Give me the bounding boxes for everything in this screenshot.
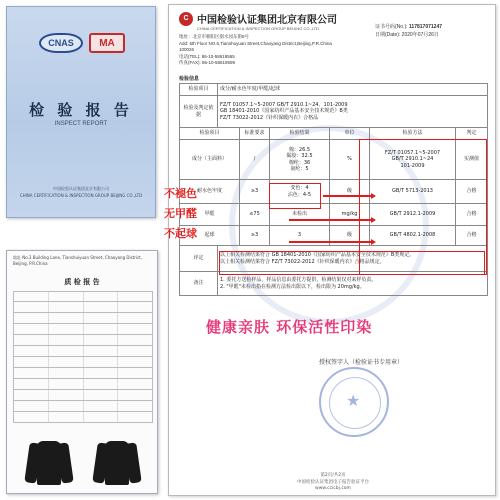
water-unit: 级 bbox=[330, 180, 370, 204]
seal-star-icon: ★ bbox=[346, 391, 361, 410]
items-label: 检验项目 bbox=[180, 84, 218, 96]
table-row bbox=[13, 335, 153, 346]
table-row bbox=[180, 96, 488, 128]
doc2-header: 地址 No.3 Building Lane, Tianshuiyuan Street, Chaoyang District, Beijing, P.R.China bbox=[13, 255, 143, 266]
cover-footer-cn: 中国检验认证集团北京有限公司 bbox=[53, 186, 109, 191]
table-header-row bbox=[180, 128, 488, 140]
highlight-eval-box bbox=[219, 251, 485, 275]
date-label: 日期(Date): bbox=[375, 32, 401, 38]
org-name-cn: 中国检验认证集团北京有限公司 bbox=[197, 15, 337, 26]
col-method: 检验方法 bbox=[370, 128, 456, 140]
doc2-title: 质 检 报 告 bbox=[64, 278, 100, 286]
comp-label: 成分（主面料） bbox=[180, 140, 240, 180]
cert-no: 117817071247 bbox=[408, 24, 442, 30]
table-row bbox=[13, 302, 153, 313]
water-method: GB/T 5713-2013 bbox=[370, 180, 456, 204]
table-row bbox=[13, 313, 153, 324]
authorized-signatory: 授权签字人（检验证书专用章） bbox=[319, 359, 404, 366]
doc2-table bbox=[13, 291, 153, 423]
sample-top-back-image bbox=[93, 437, 141, 487]
table-row bbox=[13, 346, 153, 357]
col-judge: 判定 bbox=[456, 128, 488, 140]
comp-method: FZ/T 01057.1~5-2007 GB/T 2910.1~24 101-2009 bbox=[370, 140, 456, 180]
col-result: 检验结果 bbox=[270, 128, 330, 140]
form-unit: mg/kg bbox=[330, 204, 370, 226]
ccic-emblem-icon: C bbox=[179, 12, 193, 26]
comp-judge: 实测值 bbox=[456, 140, 488, 180]
org-name-en: CHINA CERTIFICATION & INSPECTION GROUP BEIJING CO.,LTD bbox=[197, 26, 319, 31]
arrow-form bbox=[289, 219, 373, 221]
sample-top-front-image bbox=[25, 437, 73, 487]
feature-no-formaldehyde: 无甲醛 bbox=[164, 207, 197, 220]
ma-logo: MA bbox=[89, 33, 125, 53]
form-std: ≤75 bbox=[240, 204, 270, 226]
basis-label: 检验及判定依据 bbox=[180, 96, 218, 128]
table-row bbox=[13, 390, 153, 401]
comp-result: 棉：26.5 黏胶：32.5 棉纶：36 氨纶：5 bbox=[270, 140, 330, 180]
pill-judge: 合格 bbox=[456, 226, 488, 246]
comp-unit: % bbox=[330, 140, 370, 180]
table-row bbox=[13, 379, 153, 390]
cover-logos bbox=[39, 33, 125, 53]
water-label: 耐水色牢度 bbox=[180, 180, 240, 204]
pill-label: 起球 bbox=[180, 226, 240, 246]
eval-label: 评定 bbox=[180, 246, 218, 272]
report-header bbox=[179, 11, 489, 67]
report-cover bbox=[6, 6, 156, 218]
table-row bbox=[13, 324, 153, 335]
quality-report-page bbox=[6, 250, 158, 494]
note-text: 1. 委托方送检样品，样品信息由委托方提供，检测结果仅对来样负责。 2. "甲醛"未检出指在检测方法检出限以下，检出限为 20mg/kg。 bbox=[218, 272, 488, 296]
cover-title: 检 验 报 告 bbox=[29, 101, 133, 119]
col-std: 标准要求 bbox=[240, 128, 270, 140]
org-address bbox=[179, 34, 339, 67]
address-en: Add: 5th Floor NO.6,Tianshuyuan Street,Chaoyang District,Beijing,P.R.China 100026 bbox=[179, 40, 332, 52]
table-row bbox=[13, 357, 153, 368]
form-label: 甲醛 bbox=[180, 204, 240, 226]
sample-photos bbox=[15, 437, 151, 487]
cover-subtitle: INSPECT REPORT bbox=[54, 121, 108, 127]
pill-method: GB/T 4802.1-2008 bbox=[370, 226, 456, 246]
feature-no-fade: 不褪色 bbox=[164, 187, 197, 200]
pill-result: 3 bbox=[270, 226, 330, 246]
table-row bbox=[13, 291, 153, 302]
form-judge: 合格 bbox=[456, 204, 488, 226]
table-row bbox=[180, 272, 488, 296]
table-row bbox=[13, 401, 153, 412]
water-result: 变色：4 沾色：4-5 bbox=[270, 180, 330, 204]
eval-text: 以上相关检测结果符合 GB 18401-2010《国家纺织产品基本安全技术规范》B类规定。 以上相关检测结果符合 FZ/T 73022-2012《针织保暖内衣》合格品规定。 bbox=[218, 246, 488, 272]
table-row bbox=[13, 368, 153, 379]
fax: 传真(FAX): 86-10-58619599 bbox=[179, 60, 236, 65]
page-number: 第2页/共2页 bbox=[320, 473, 346, 478]
basis-value: FZ/T 01057.1~5-2007 GB/T 2910.1~24、101-2009 GB 18401-2010《国家纺织产品基本安全技术规范》B类 FZ/T 73022-2012《针织保暖内衣》合格品 bbox=[218, 96, 488, 128]
pill-unit: 级 bbox=[330, 226, 370, 246]
footer-url: www.ccicbj.com bbox=[315, 486, 351, 491]
table-row bbox=[13, 412, 153, 423]
cert-info bbox=[375, 23, 442, 39]
cnas-logo: CNAS bbox=[39, 33, 83, 53]
cover-footer-en: CHINA CERTIFICATION & INSPECTION GROUP BEIJING CO.,LTD bbox=[19, 193, 143, 198]
report-footer bbox=[169, 473, 496, 493]
feature-list bbox=[164, 184, 197, 244]
arrow-pill bbox=[289, 241, 373, 243]
highlight-water-box bbox=[269, 183, 321, 209]
form-method: GB/T 2912.1-2009 bbox=[370, 204, 456, 226]
items-value: 成分/耐水色牢度/甲醛/起球 bbox=[218, 84, 488, 96]
arrow-water bbox=[323, 195, 373, 197]
feature-no-pilling: 不起球 bbox=[164, 227, 197, 240]
address-cn: 地址：北京市朝阳区甜水园东街8号 bbox=[179, 34, 250, 39]
cert-no-label: 证书号码(No.): bbox=[375, 24, 408, 30]
footer-platform: 中国检验认证集团电子报告验证平台 bbox=[297, 479, 369, 485]
form-result: 未检出 bbox=[270, 204, 330, 226]
water-judge: 合格 bbox=[456, 180, 488, 204]
comp-std: / bbox=[240, 140, 270, 180]
section-title: 检验信息 bbox=[179, 76, 200, 82]
col-item: 检验项目 bbox=[180, 128, 240, 140]
note-label: 备注 bbox=[180, 272, 218, 296]
inspection-report-page bbox=[168, 4, 496, 496]
cover-footer bbox=[7, 185, 155, 199]
promo-slogan: 健康亲肤 环保活性印染 bbox=[206, 318, 373, 336]
report-date: 2020年07月26日 bbox=[401, 32, 439, 38]
col-unit: 单位 bbox=[330, 128, 370, 140]
pill-std: ≥3 bbox=[240, 226, 270, 246]
table-row bbox=[180, 84, 488, 96]
tel: 电话(TEL): 86-10-58619565 bbox=[179, 53, 235, 59]
water-std: ≥3 bbox=[240, 180, 270, 204]
